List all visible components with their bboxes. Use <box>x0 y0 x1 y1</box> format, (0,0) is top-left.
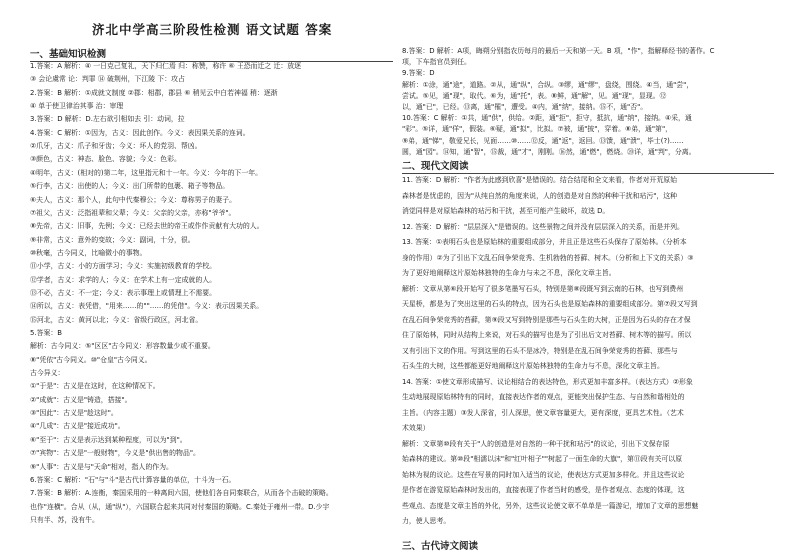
answer-line: 14. 答案：①使文章形成描写、议论相结合的表达特色，形式更加丰富多样。（表达方式）②形象 <box>402 377 693 386</box>
section-heading-text: 二、现代文阅读 <box>402 161 469 172</box>
answer-line: 术效果） <box>402 424 430 432</box>
answer-line: 3.答案：D 解析：D.左右欲引相如去 引：动词，拉 <box>30 115 185 124</box>
answer-line: ④明年，古义：(相对的)第二年，这里指元和十一年。今义：今年的下一年。 <box>30 168 263 177</box>
answer-line: ⑧"凭依"古今同义。⑩"仓皇"古今同义。 <box>30 355 152 364</box>
answer-line: 些观点、态度是文章主旨的外化，另外，这些议论使文章不单单是一篇游记，增加了文章的思想魅 <box>402 501 699 510</box>
answer-line: ⑭所以，古义：表凭借，"用来……的""……的凭借"。今义：表示因果关系。 <box>30 302 264 311</box>
answer-line: 4.答案：C 解析：①因为，古义：因此创作。今义：表因果关系的连词。 <box>30 128 250 137</box>
answer-line: 天星桥，都是为了突出这里的石头的特点，因为石头也是原始森林的重要组成部分。第⑦段又写到 <box>402 300 698 308</box>
answer-line: 5.答案：B <box>30 329 62 337</box>
answer-line: ⑦"宾物"：古义是"一般财物"，今义是"供出售的物品"。 <box>30 449 200 458</box>
answer-line: ⑤行李，古义：出使的人；今义：出门所带的包裹、箱子等物品。 <box>30 182 230 191</box>
answer-line: 始森林的建议。第⑩段"相濡以沫"和"红叶相子""树起了一面生命的大旗"，第⑪段有关可以原 <box>402 455 683 463</box>
answer-line: ②"成就"：古义是"铸造，搭接"。 <box>30 395 132 404</box>
answer-line: 尝试。⑤见，通"现"，取代。⑥为，通"托"，表。⑧鲜，通"解"，见。通"现"，显现。⑫ <box>402 91 667 100</box>
section-heading-text: 三、古代诗文阅读 <box>402 541 479 552</box>
answer-line: ③ 会论虞常 论：判罪 ⑭ 破荆州，下江陵 下：攻占 <box>30 75 185 84</box>
answer-line: 生动地展现原始林特有的同时，直接表达作者的观点，更能突出保护生态、与自然和谐相处的 <box>402 393 685 401</box>
answer-line: ⑥夫人，古义：那个人，此句中代秦穆公；今义：尊称男子的妻子。 <box>30 195 237 204</box>
answer-line: ⑦祖父，古义：泛指祖辈和父辈；今义：父亲的父亲，亦称"爷爷"。 <box>30 208 236 217</box>
answer-line: 8.答案：D 解析：A项，晦朔分别指农历每月的最后一天和第一天。B 项，"作"，指解释经书的著作。C <box>402 47 715 55</box>
answer-line: ⑨弟，通"悌"，敬爱兄长，见面……⑩……⑫反，通"返"，返回。⑬馈，通"溃"，毕士(?)…… <box>402 136 684 145</box>
answer-line: 在乱石间争荣竞秀的苔藓，第⑨段又写到特别是那些与石头生的大树，正是因为石头的存在才保 <box>402 315 691 324</box>
answer-line: ⑫学者，古义：求学的人；今义：在学术上有一定成就的人。 <box>30 275 217 284</box>
section-heading-text: 一、基础知识检测 <box>30 49 107 60</box>
answer-line: 解析：文章第⑩段有关于"人的创造是对自然的一种干扰和玷污"的议论，引出下文保存原 <box>402 439 670 448</box>
answer-line: 森林者是忧虑的，因为"从纯自然的角度来说，人的创造是对自然的种种干扰和玷污"，这种 <box>402 191 678 200</box>
answer-line: 2.答案：B 解析：①成就文制度 ②郡：相郡，郡县 ⑥ 稍见云中白若神福 稍：逐渐 <box>30 88 278 97</box>
answer-line: 13. 答案：①表明石头也是原始林的重要组成部分，并且正是这些石头保存了原始林。（分析本 <box>402 238 687 246</box>
answer-line: 力，使人思考。 <box>402 517 451 525</box>
answer-line: ①"于是"：古义是在这时，在这种情况下。 <box>30 382 160 391</box>
section-divider <box>402 173 774 174</box>
answer-line: ⑥"至于"：古义是表示达到某种程度，可以为"到"。 <box>30 435 187 444</box>
answer-line: 以，通"已"，已经。⑬离，通"罹"，遭受。④内，通"纳"，接纳。⑮不，通"否"。 <box>402 103 648 111</box>
answer-line: ④"几成"：古义是"接近成功"。 <box>30 422 125 431</box>
answer-line: ⑩秋毫，古今同义，比喻微小的事物。 <box>30 248 147 257</box>
answer-line: 项，下车指官员到任。 <box>402 58 471 67</box>
section-heading-classical-reading <box>402 538 478 552</box>
answer-line: "彩"。⑤详，通"佯"，假装。⑥疑，通"拟"，比拟。⑦被，通"披"，穿着。⑧弟，通"第"， <box>402 125 673 134</box>
page-title: 济北中学高三阶段性检测 语文试题 答案 <box>92 22 333 37</box>
answer-line: 住了原始林，同时从结构上来说，对石头的描写也是为了引出后文对苔藓、树木等的描写。所以 <box>402 331 692 339</box>
answer-line: 解析：①涂，通"途"，道路。②从，通"纵"，合纵。③缪，通"缪"，盘绕，围绕。④当，通"尝"， <box>402 80 694 89</box>
section-heading-basic-knowledge <box>30 46 393 62</box>
answer-line: 6.答案：C 解析："石"与"斗"是古代计算容量的单位，十斗为一石。 <box>30 475 236 484</box>
answer-line: 解析：古今同义：⑤"区区"古今同义：形容数量少或不重要。 <box>30 342 215 351</box>
answer-line: 主旨。（内容主题）③发人深省，引人深思，使文章容量更大，更有深度，更具艺术性。（艺术 <box>402 408 684 417</box>
answer-line: 始林为视的议论。这些在写景的同时加入适当的议论，使表达方式更加多样化。并且这些议论 <box>402 470 685 479</box>
answer-line: 7.答案：B 解析：A.连衡，秦国采用的一种离间六国，使他们各自同秦联合，从而各个击破的策略。 <box>30 489 333 498</box>
answer-line: 12. 答案：D 解析："层层深入"是错误的。这些景物之间并没有层层深入的关系，而是并列。 <box>402 222 684 231</box>
section-heading-modern-reading <box>402 158 774 174</box>
answer-line: 消觉同样是对原始森林的玷污和干扰，甚至可能产生破坏，故选 D。 <box>402 207 610 215</box>
answer-line: ④ 单于使卫律治其事 治：审理 <box>30 102 124 111</box>
answer-line: ⑬不必，古义：不一定；今义：表示事理上或情理上不需要。 <box>30 288 217 297</box>
answer-line: 古今异义： <box>30 369 65 378</box>
answer-line: 9.答案：D <box>402 69 435 78</box>
answer-line: 也作"连横"。合从（从，通"纵"），六国联合起来共同对付秦国的策略。C.秦处于雍州一带。D.少宇 <box>30 502 330 511</box>
answer-line: 是作者在游览原始森林时发出的，直接表现了作者当时的感受，是作者观点、态度的体现，这 <box>402 486 685 494</box>
answer-line: 解析：文章从第⑥段开始写了很多笔墨写石头，特别是第⑧段既写到云南的石林，也写到费州 <box>402 284 684 293</box>
answer-line: 10.答案：C 解析：①共，通"供"，供给。②距，通"拒"，拒守，抵抗，通"纳"，接纳。④采，通 <box>402 114 692 123</box>
answer-line: 1.答案：A 解析：④ 一日克己复礼，天下归仁焉 归：称赞，称许 ⑥ 王恐而迁之 迁：放逐 <box>30 62 302 70</box>
answer-line: ③"因此"：古义是"趁这时"。 <box>30 409 118 418</box>
answer-line: ②爪牙，古义：爪子和牙齿；今义：坏人的党羽、帮凶。 <box>30 142 202 151</box>
answer-line: ⑪小学，古义：小的方面学习；今义：实施初级教育的学校。 <box>30 262 217 271</box>
answer-line: ⑨"人事"：古义是与"天命"相对，指人的作为。 <box>30 462 173 471</box>
answer-line: 圆，通"园"。⑭知，通"智"，⑮裁，通"才"，刚刚。⑯然，通"燃"，燃烧。⑳详，通"判"，分离。 <box>402 147 696 156</box>
answer-line: ⑧先帝，古义：旧事，先例；今义：已经去世的帝王或作作贡献有大功的人。 <box>30 222 264 231</box>
answer-line: ③颜色，古义：神态、脸色、容貌；今义：色彩。 <box>30 155 181 164</box>
answer-line: 又有引出下文的作用。写到这里的石头不是冰冷，特别是在乱石间争荣竞秀的苔藓、那些与 <box>402 346 678 355</box>
answer-line: 只有半、苏，没有牛。 <box>30 515 99 524</box>
answer-line: ⑨非常，古义：意外的变故；今义：副词，十分，很。 <box>30 235 195 244</box>
answer-line: ⑮河北，古义：黄河以北；今义：省级行政区，河北省。 <box>30 315 203 324</box>
answer-line: 11. 答案：D 解析："作者为此感到欣喜"是错误的。结合结尾和全文来看，作者对开荒原始 <box>402 176 678 184</box>
answer-line: 为了更好地阐释这片原始林独特的生命力与未之不息，深化文章主旨。 <box>402 269 616 277</box>
answer-line: 身的作用）②为了引出下文乱石间争荣竞秀、生机勃勃的苔藓、树木。（分析和上下文的关系）③ <box>402 253 694 262</box>
answer-line: 石头生的大树，这些都能更好地阐释这片原始林独特的生命力与不息，深化文章主旨。 <box>402 362 664 370</box>
